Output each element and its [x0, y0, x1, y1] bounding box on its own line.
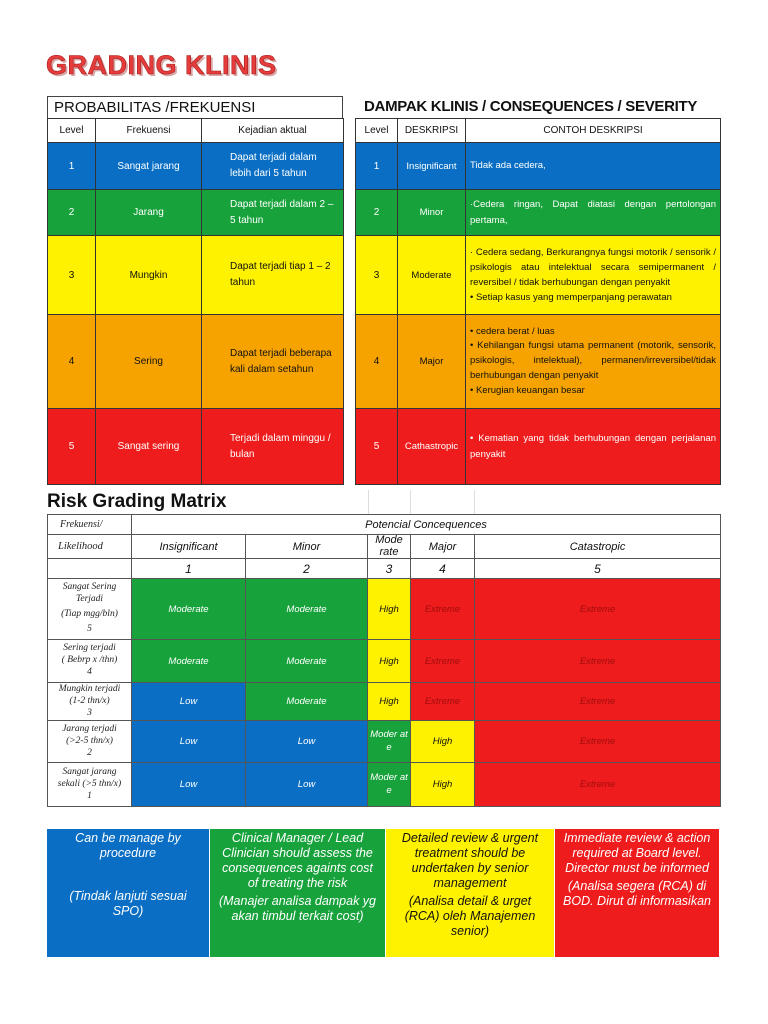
col-header-minor: Minor	[246, 535, 368, 559]
matrix-cell: High	[368, 640, 411, 683]
header-level: Level	[48, 119, 96, 143]
corner-likelihood: Likelihood	[48, 535, 132, 559]
dampak-row	[356, 143, 721, 190]
level-cell: 1	[48, 143, 96, 190]
matrix-cell: Extreme	[475, 640, 721, 683]
legend-text: Detailed review & urgent treatment should be undertaken by senior management	[401, 831, 539, 890]
row-label-line: 5	[87, 623, 92, 634]
matrix-number-row	[48, 559, 721, 579]
matrix-header-row-2	[48, 535, 721, 559]
dampak-title: DAMPAK KLINIS / CONSEQUENCES / SEVERITY	[364, 98, 698, 115]
matrix-row	[48, 763, 721, 807]
matrix-cell: Moderate	[132, 579, 246, 640]
row-label-line: Sering terjadi	[63, 643, 116, 654]
contoh-line: · Cedera sedang, Berkurangnya fungsi motorik / sensorik / psikologis atau intelektual secara semipermanent / reversibel / tidak berhubungan dengan penyakit	[470, 246, 716, 288]
matrix-cell: Extreme	[475, 763, 721, 807]
row-label-line: Sangat jarang	[62, 766, 117, 777]
matrix-cell: Low	[246, 721, 368, 763]
level-cell: 3	[48, 236, 96, 315]
dampak-row	[356, 315, 721, 409]
row-label	[48, 763, 132, 807]
col-header-catastropic: Catastropic	[475, 535, 721, 559]
risk-matrix-title: Risk Grading Matrix	[47, 491, 227, 512]
probabilitas-header-row	[48, 119, 344, 143]
matrix-row	[48, 579, 721, 640]
deskripsi-cell: Cathastropic	[398, 409, 466, 485]
gridline	[410, 490, 474, 514]
contoh-cell	[466, 409, 721, 485]
matrix-cell: High	[368, 579, 411, 640]
dampak-row	[356, 236, 721, 315]
col-header-major: Major	[411, 535, 475, 559]
row-label-line: (1-2 thn/x)	[69, 695, 110, 706]
col-num: 3	[368, 559, 411, 579]
dampak-table	[355, 118, 721, 485]
legend-text: Immediate review & action required at Board level. Director must be informed	[563, 831, 711, 875]
kejadian-cell: Dapat terjadi tiap 1 – 2 tahun	[202, 236, 344, 315]
level-cell: 2	[356, 190, 398, 236]
header-kejadian: Kejadian aktual	[202, 119, 344, 143]
legend-text: Clinical Manager / Lead Clinician should assess the consequences againts cost of treating the risk	[222, 831, 373, 890]
header-contoh: CONTOH DESKRIPSI	[466, 119, 721, 143]
contoh-line: ·Cedera ringan, Dapat diatasi dengan pertolongan pertama,	[470, 199, 716, 226]
contoh-line: Tidak ada cedera,	[470, 160, 546, 172]
potencial-header: Potencial Concequences	[132, 515, 721, 535]
gridline	[474, 490, 720, 514]
matrix-cell: Moderate	[246, 683, 368, 721]
risk-grading-matrix	[47, 514, 721, 807]
action-legend	[47, 829, 720, 957]
dampak-header-row	[356, 119, 721, 143]
probabilitas-table	[47, 118, 344, 485]
dampak-row	[356, 190, 721, 236]
row-label	[48, 579, 132, 640]
legend-extreme	[555, 829, 720, 957]
gridline	[368, 490, 410, 514]
frekuensi-cell: Jarang	[96, 190, 202, 236]
matrix-cell: Extreme	[411, 579, 475, 640]
matrix-cell: High	[411, 763, 475, 807]
contoh-cell	[466, 315, 721, 409]
matrix-title-gridlines	[368, 490, 720, 514]
legend-subtext: (Analisa detail & urget (RCA) oleh Manajemen senior)	[404, 894, 536, 938]
matrix-cell: Extreme	[475, 683, 721, 721]
col-header-moderate: Mode rate	[368, 535, 411, 559]
corner-frekuensi: Frekuensi/	[48, 515, 132, 535]
corner-empty	[48, 559, 132, 579]
probabilitas-row	[48, 143, 344, 190]
legend-low	[47, 829, 210, 957]
header-frekuensi: Frekuensi	[96, 119, 202, 143]
matrix-cell: Moder ate	[368, 721, 411, 763]
matrix-cell: Moderate	[132, 640, 246, 683]
contoh-line: • cedera berat / luas	[470, 325, 555, 337]
row-label-line: 2	[87, 747, 92, 758]
frekuensi-cell: Sangat sering	[96, 409, 202, 485]
row-label-line: 4	[87, 667, 92, 678]
matrix-cell: High	[368, 683, 411, 721]
contoh-line: • Setiap kasus yang memperpanjang perawatan	[470, 292, 672, 304]
dampak-row	[356, 409, 721, 485]
matrix-header-row-1	[48, 515, 721, 535]
deskripsi-cell: Insignificant	[398, 143, 466, 190]
header-deskripsi: DESKRIPSI	[398, 119, 466, 143]
col-num: 2	[246, 559, 368, 579]
level-cell: 5	[48, 409, 96, 485]
header-level: Level	[356, 119, 398, 143]
probabilitas-title: PROBABILITAS /FREKUENSI	[47, 96, 343, 118]
matrix-cell: Moder ate	[368, 763, 411, 807]
contoh-line: • Kematian yang tidak berhubungan dengan perjalanan penyakit	[470, 433, 716, 460]
probabilitas-row	[48, 236, 344, 315]
row-label-line: (Tiap mgg/bln)	[61, 609, 118, 620]
row-label-line: Terjadi	[75, 594, 104, 605]
deskripsi-cell: Moderate	[398, 236, 466, 315]
col-num: 1	[132, 559, 246, 579]
row-label	[48, 683, 132, 721]
row-label	[48, 721, 132, 763]
row-label-line: Mungkin terjadi	[58, 683, 121, 694]
contoh-cell	[466, 190, 721, 236]
matrix-cell: Low	[132, 721, 246, 763]
legend-subtext: (Manajer analisa dampak yg akan timbul terkait cost)	[218, 894, 377, 923]
row-label-line: Jarang terjadi	[62, 723, 117, 734]
deskripsi-cell: Minor	[398, 190, 466, 236]
legend-subtext: (Tindak lanjuti sesuai SPO)	[69, 889, 187, 918]
legend-high	[386, 829, 555, 957]
contoh-line: • Kerugian keuangan besar	[470, 384, 585, 396]
matrix-row	[48, 683, 721, 721]
row-label-line: Sangat Sering	[62, 582, 117, 593]
level-cell: 2	[48, 190, 96, 236]
matrix-cell: Extreme	[411, 640, 475, 683]
row-label	[48, 640, 132, 683]
page-title: GRADING KLINIS	[46, 50, 277, 80]
matrix-cell: Extreme	[411, 683, 475, 721]
level-cell: 3	[356, 236, 398, 315]
matrix-row	[48, 721, 721, 763]
level-cell: 4	[48, 315, 96, 409]
legend-subtext: (Analisa segera (RCA) di BOD. Dirut di informasikan	[563, 879, 711, 908]
contoh-cell	[466, 143, 721, 190]
probabilitas-row	[48, 190, 344, 236]
contoh-cell	[466, 236, 721, 315]
matrix-cell: Low	[132, 683, 246, 721]
row-label-line: 1	[87, 790, 92, 801]
col-header-insignificant: Insignificant	[132, 535, 246, 559]
kejadian-cell: Dapat terjadi dalam 2 – 5 tahun	[202, 190, 344, 236]
level-cell: 1	[356, 143, 398, 190]
frekuensi-cell: Sering	[96, 315, 202, 409]
row-label-line: 3	[87, 707, 92, 718]
matrix-cell: Low	[132, 763, 246, 807]
probabilitas-row	[48, 409, 344, 485]
row-label-line: ( Bebrp x /thn)	[61, 655, 118, 666]
level-cell: 5	[356, 409, 398, 485]
matrix-cell: Extreme	[475, 579, 721, 640]
kejadian-cell: Dapat terjadi dalam lebih dari 5 tahun	[202, 143, 344, 190]
kejadian-cell: Terjadi dalam minggu / bulan	[202, 409, 344, 485]
legend-text: Can be manage by procedure	[75, 831, 181, 860]
matrix-cell: High	[411, 721, 475, 763]
legend-moderate	[210, 829, 386, 957]
contoh-line: • Kehilangan fungsi utama permanent (motorik, sensorik, psikologis, intelektual), permanen/irreversibel/tidak berhubungan dengan penyakit	[470, 340, 716, 381]
row-label-line: (>2-5 thn/x)	[66, 735, 113, 746]
matrix-row	[48, 640, 721, 683]
deskripsi-cell: Major	[398, 315, 466, 409]
level-cell: 4	[356, 315, 398, 409]
matrix-cell: Moderate	[246, 579, 368, 640]
col-num: 4	[411, 559, 475, 579]
frekuensi-cell: Mungkin	[96, 236, 202, 315]
col-num: 5	[475, 559, 721, 579]
matrix-cell: Low	[246, 763, 368, 807]
kejadian-cell: Dapat terjadi beberapa kali dalam setahun	[202, 315, 344, 409]
row-label-line: sekali (>5 thn/x)	[57, 778, 122, 789]
matrix-cell: Extreme	[475, 721, 721, 763]
probabilitas-row	[48, 315, 344, 409]
matrix-cell: Moderate	[246, 640, 368, 683]
frekuensi-cell: Sangat jarang	[96, 143, 202, 190]
